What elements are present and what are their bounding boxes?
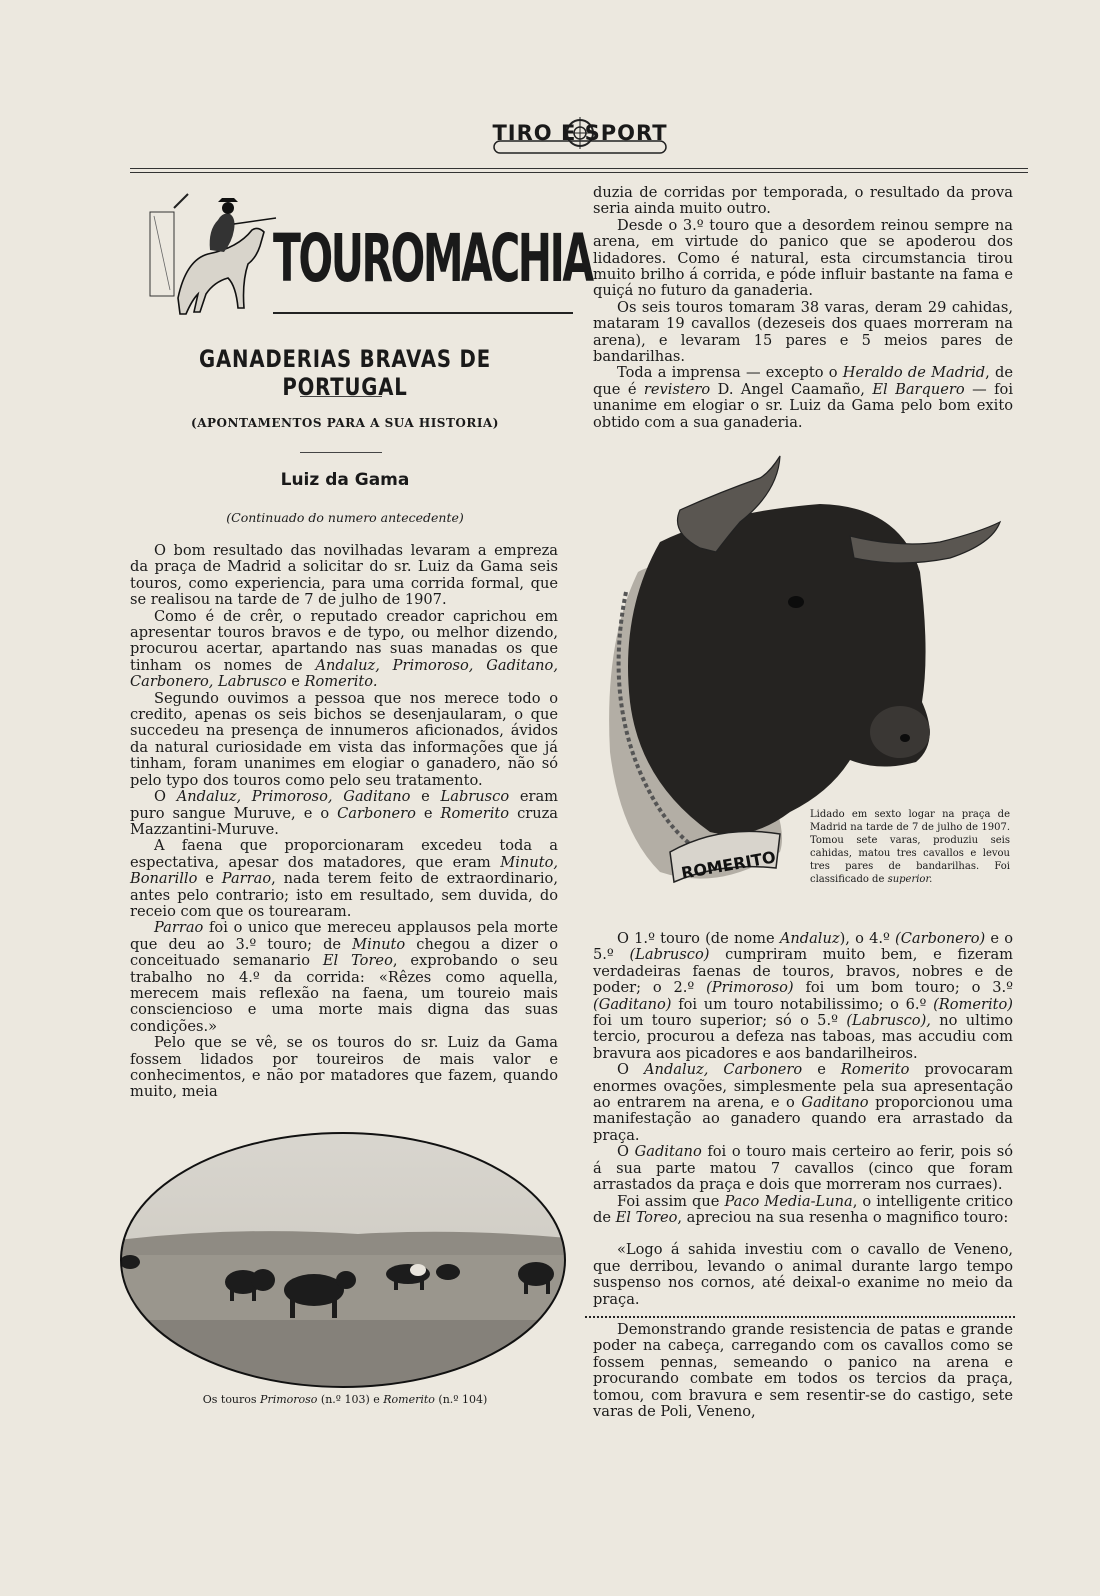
header-rule-bottom [130, 172, 1028, 173]
author-name: Luiz da Gama [280, 470, 410, 490]
paragraph: A faena que proporcionaram excedeu toda a espectativa, apesar dos matadores, que eram Minuto, Bonarillo e Parrao, nada terem feito de extraordinario, antes pelo contrario; isto em resultado, sem duvida, do receio com que os tourearam. [130, 837, 558, 920]
left-column [130, 543, 558, 1101]
paragraph: Segundo ouvimos a pessoa que nos merece todo o credito, apenas os seis bichos se desenjaularam, o que succedeu na presença de innumeros aficionados, ávidos da natural curiosidade em vista das informações que já tinham, foram unanimes em elogiar o ganadero, não só pelo typo dos touros como pelo seu tratamento. [130, 689, 558, 789]
article-note: (APONTAMENTOS PARA A SUA HISTORIA) [191, 416, 499, 430]
paragraph: Como é de crêr, o reputado creador caprichou em apresentar touros bravos e de typo, ou melhor dizendo, procurou acertar, apartando nas suas manadas os que tinham os nomes de Andaluz, Primoroso, Gaditano, Carbonero, Labrusco e Romerito. [130, 607, 558, 691]
masthead-title: TIRO E SPORT [492, 121, 668, 145]
section-title-underline [273, 312, 573, 314]
continued-note: (Continuado do numero antecedente) [226, 510, 464, 525]
herd-photo-caption: Os touros Primoroso (n.º 103) e Romerito (n.º 104) [202, 1393, 488, 1406]
quote-paragraph: Demonstrando grande resistencia de patas e grande poder na cabeça, carregando com os cavallos como se fossem pennas, semeando o panico na arena e procurando combate em todos os tercios da praça, tomou, com bravura e sem resentir-se do castigo, sete varas de Poli, Veneno, [593, 1321, 1013, 1421]
right-column-top [593, 185, 1013, 431]
paragraph: O Andaluz, Carbonero e Romerito provocaram enormes ovações, simplesmente pela sua apresentação ao entrarem na arena, e o Gaditano proporcionou uma manifestação ao ganadero quando era arrastado da praça. [593, 1061, 1013, 1144]
paragraph: duzia de corridas por temporada, o resultado da prova seria ainda muito outro. [593, 184, 1013, 218]
horseman-illustration-icon [148, 190, 278, 328]
paragraph: O Andaluz, Primoroso, Gaditano e Labrusco eram puro sangue Muruve, e o Carbonero e Romerito cruza Mazzantini-Muruve. [130, 788, 559, 838]
paragraph: Os seis touros tomaram 38 varas, deram 29 cahidas, mataram 19 cavallos (dezeseis dos quaes morreram na arena), e levaram 15 pares e 5 meios pares de bandarilhas. [593, 298, 1013, 366]
herd-photo [118, 1130, 568, 1390]
header-rule-top [130, 168, 1028, 169]
quote-paragraph: «Logo á sahida investiu com o cavallo de Veneno, que derribou, levando o animal durante largo tempo suspenso nos cornos, até deixal-o exanime no meio da praça. [593, 1241, 1013, 1308]
paragraph: O Gaditano foi o touro mais certeiro ao ferir, pois só á sua parte matou 7 cavallos (cinco que foram arrastados da praça e dois que morreram nos curraes). [593, 1143, 1014, 1194]
note-divider [300, 452, 382, 453]
article-subtitle: GANADERIAS BRAVAS DE PORTUGAL [199, 345, 491, 401]
article-author [130, 470, 560, 490]
quote-ellipsis-dots [585, 1308, 1015, 1318]
section-logo [148, 190, 592, 330]
section-title: TOUROMACHIA [273, 220, 592, 297]
paragraph: O 1.º touro (de nome Andaluz), o 4.º (Carbonero) e o 5.º (Labrusco) cumpriram muito bem, e fizeram verdadeiras faenas de touros, bravos, nobres e de poder; o 2.º (Primoroso) foi um bom touro; o 3.º (Gaditano) foi um touro notabilissimo; o 6.º (Romerito) foi um touro superior; só o 5.º (Labrusco), no ultimo tercio, procurou a defeza nas taboas, mas accudiu com bravura aos picadores e aos bandarilheiros. [593, 930, 1014, 1062]
bull-photo-caption: Lidado em sexto logar na praça de Madrid na tarde de 7 de julho de 1907. Tomou sete varas, produziu seis cahidas, matou tres cavallos e levou tres pares de bandarilhas. Foi classificado de superior. [810, 809, 1010, 885]
paragraph: Foi assim que Paco Media-Luna, o intelligente critico de El Toreo, apreciou na sua resenha o magnifico touro: [593, 1192, 1014, 1226]
subtitle-divider [300, 396, 382, 397]
masthead [490, 115, 670, 161]
paragraph: Toda a imprensa — excepto o Heraldo de Madrid, de que é revistero D. Angel Caamaño, El Barquero — foi unanime em elogiar o sr. Luiz da Gama pelo bom exito obtido com a sua ganaderia. [593, 364, 1014, 431]
right-column-quote-continued [593, 1322, 1013, 1420]
bull-plaque-text: ROMERITO [679, 847, 778, 883]
right-column-bottom [593, 931, 1013, 1308]
paragraph: O bom resultado das novilhadas levaram a empreza da praça de Madrid a solicitar do sr. Luiz da Gama seis touros, como experiencia, para uma corrida formal, que se realisou na tarde de 7 de julho de 1907. [130, 542, 558, 609]
paragraph: Pelo que se vê, se os touros do sr. Luiz da Gama fossem lidados por toureiros de mais valor e conhecimentos, e não por matadores que fazem, quando muito, meia [130, 1034, 558, 1101]
paragraph: Parrao foi o unico que mereceu applausos pela morte que deu ao 3.º touro; de Minuto chegou a dizer o conceituado semanario El Toreo, exprobando o seu trabalho no 4.º da corrida: «Rêzes como aquella, merecem mais reflexão na faena, um toureio mais consciencioso e uma morte mais digna das suas condições.» [130, 919, 558, 1035]
paragraph: Desde o 3.º touro que a desordem reinou sempre na arena, em virtude do panico que se apoderou dos lidadores. Como é natural, esta circumstancia tirou muito brilho á corrida, e póde influir bastante na fama e quiçá no futuro da ganaderia. [593, 216, 1013, 300]
